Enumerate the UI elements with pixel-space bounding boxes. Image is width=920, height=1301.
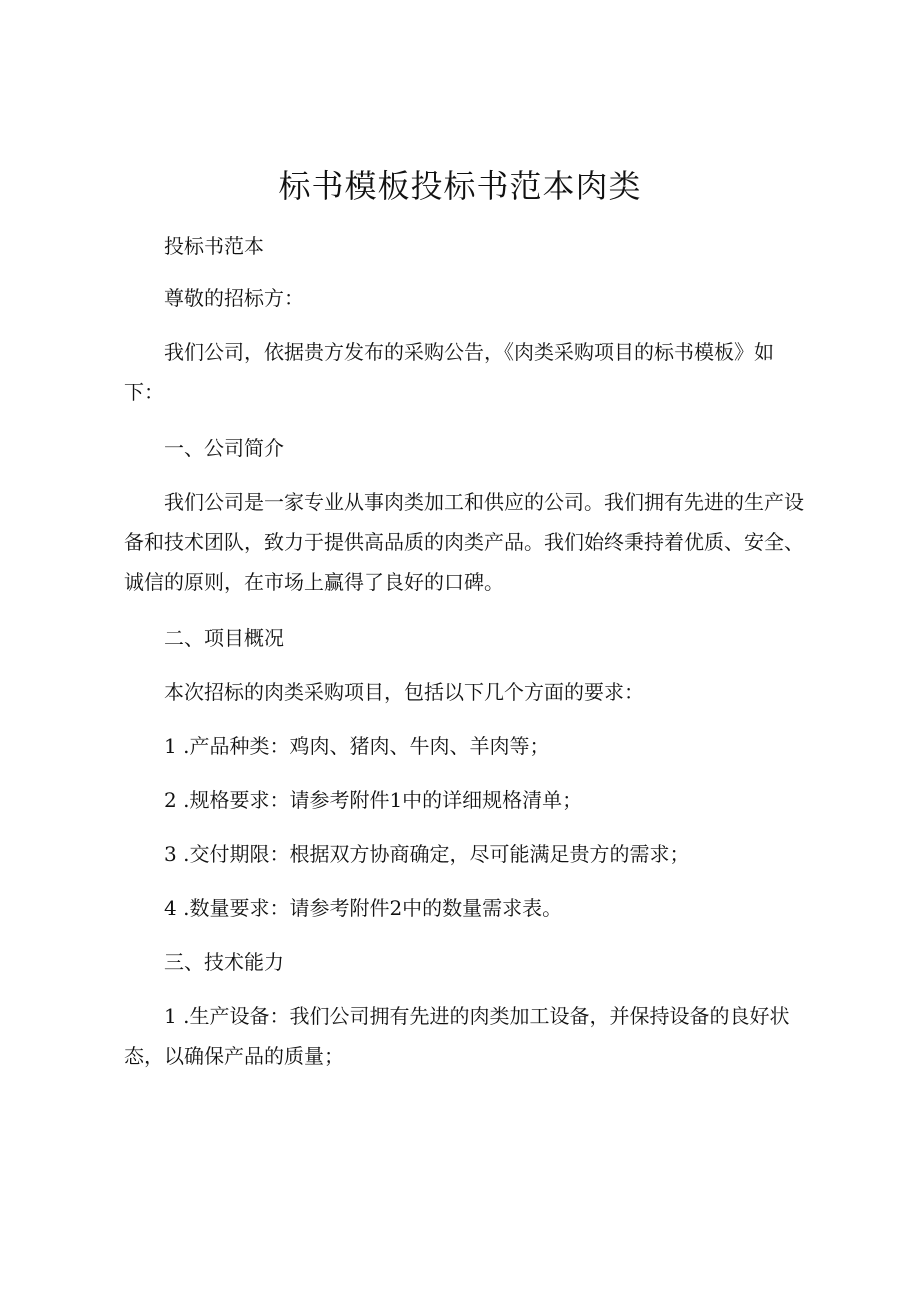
paragraph-company-intro: 我们公司是一家专业从事肉类加工和供应的公司。我们拥有先进的生产设备和技术团队，致力于提供高品质的肉类产品。我们始终秉持着优质、安全、诚信的原则，在市场上赢得了良好的口碑。 xyxy=(124,490,804,594)
paragraph-subtitle: 投标书范本 xyxy=(164,234,264,258)
list-item-spec-requirements: 2 .规格要求：请参考附件1中的详细规格清单； xyxy=(164,788,583,812)
list-item-product-types: 1 .产品种类：鸡肉、猪肉、牛肉、羊肉等； xyxy=(164,734,550,758)
list-item-quantity-requirements: 4 .数量要求：请参考附件2中的数量需求表。 xyxy=(164,896,563,920)
paragraph-salutation: 尊敬的招标方： xyxy=(164,286,304,310)
section-heading-project: 二、项目概况 xyxy=(164,626,284,650)
list-item-delivery-deadline: 3 .交付期限：根据双方协商确定，尽可能满足贵方的需求； xyxy=(164,842,690,866)
list-item-production-equipment: 1 .生产设备：我们公司拥有先进的肉类加工设备，并保持设备的良好状态，以确保产品的质量； xyxy=(124,1004,790,1068)
paragraph-project-intro: 本次招标的肉类采购项目，包括以下几个方面的要求： xyxy=(164,680,644,704)
document-title: 标书模板投标书范本肉类 xyxy=(278,167,642,205)
section-heading-technical: 三、技术能力 xyxy=(164,950,284,974)
section-heading-company: 一、公司简介 xyxy=(164,436,284,460)
paragraph-intro: 我们公司，依据贵方发布的采购公告，《肉类采购项目的标书模板》如下： xyxy=(124,340,774,404)
